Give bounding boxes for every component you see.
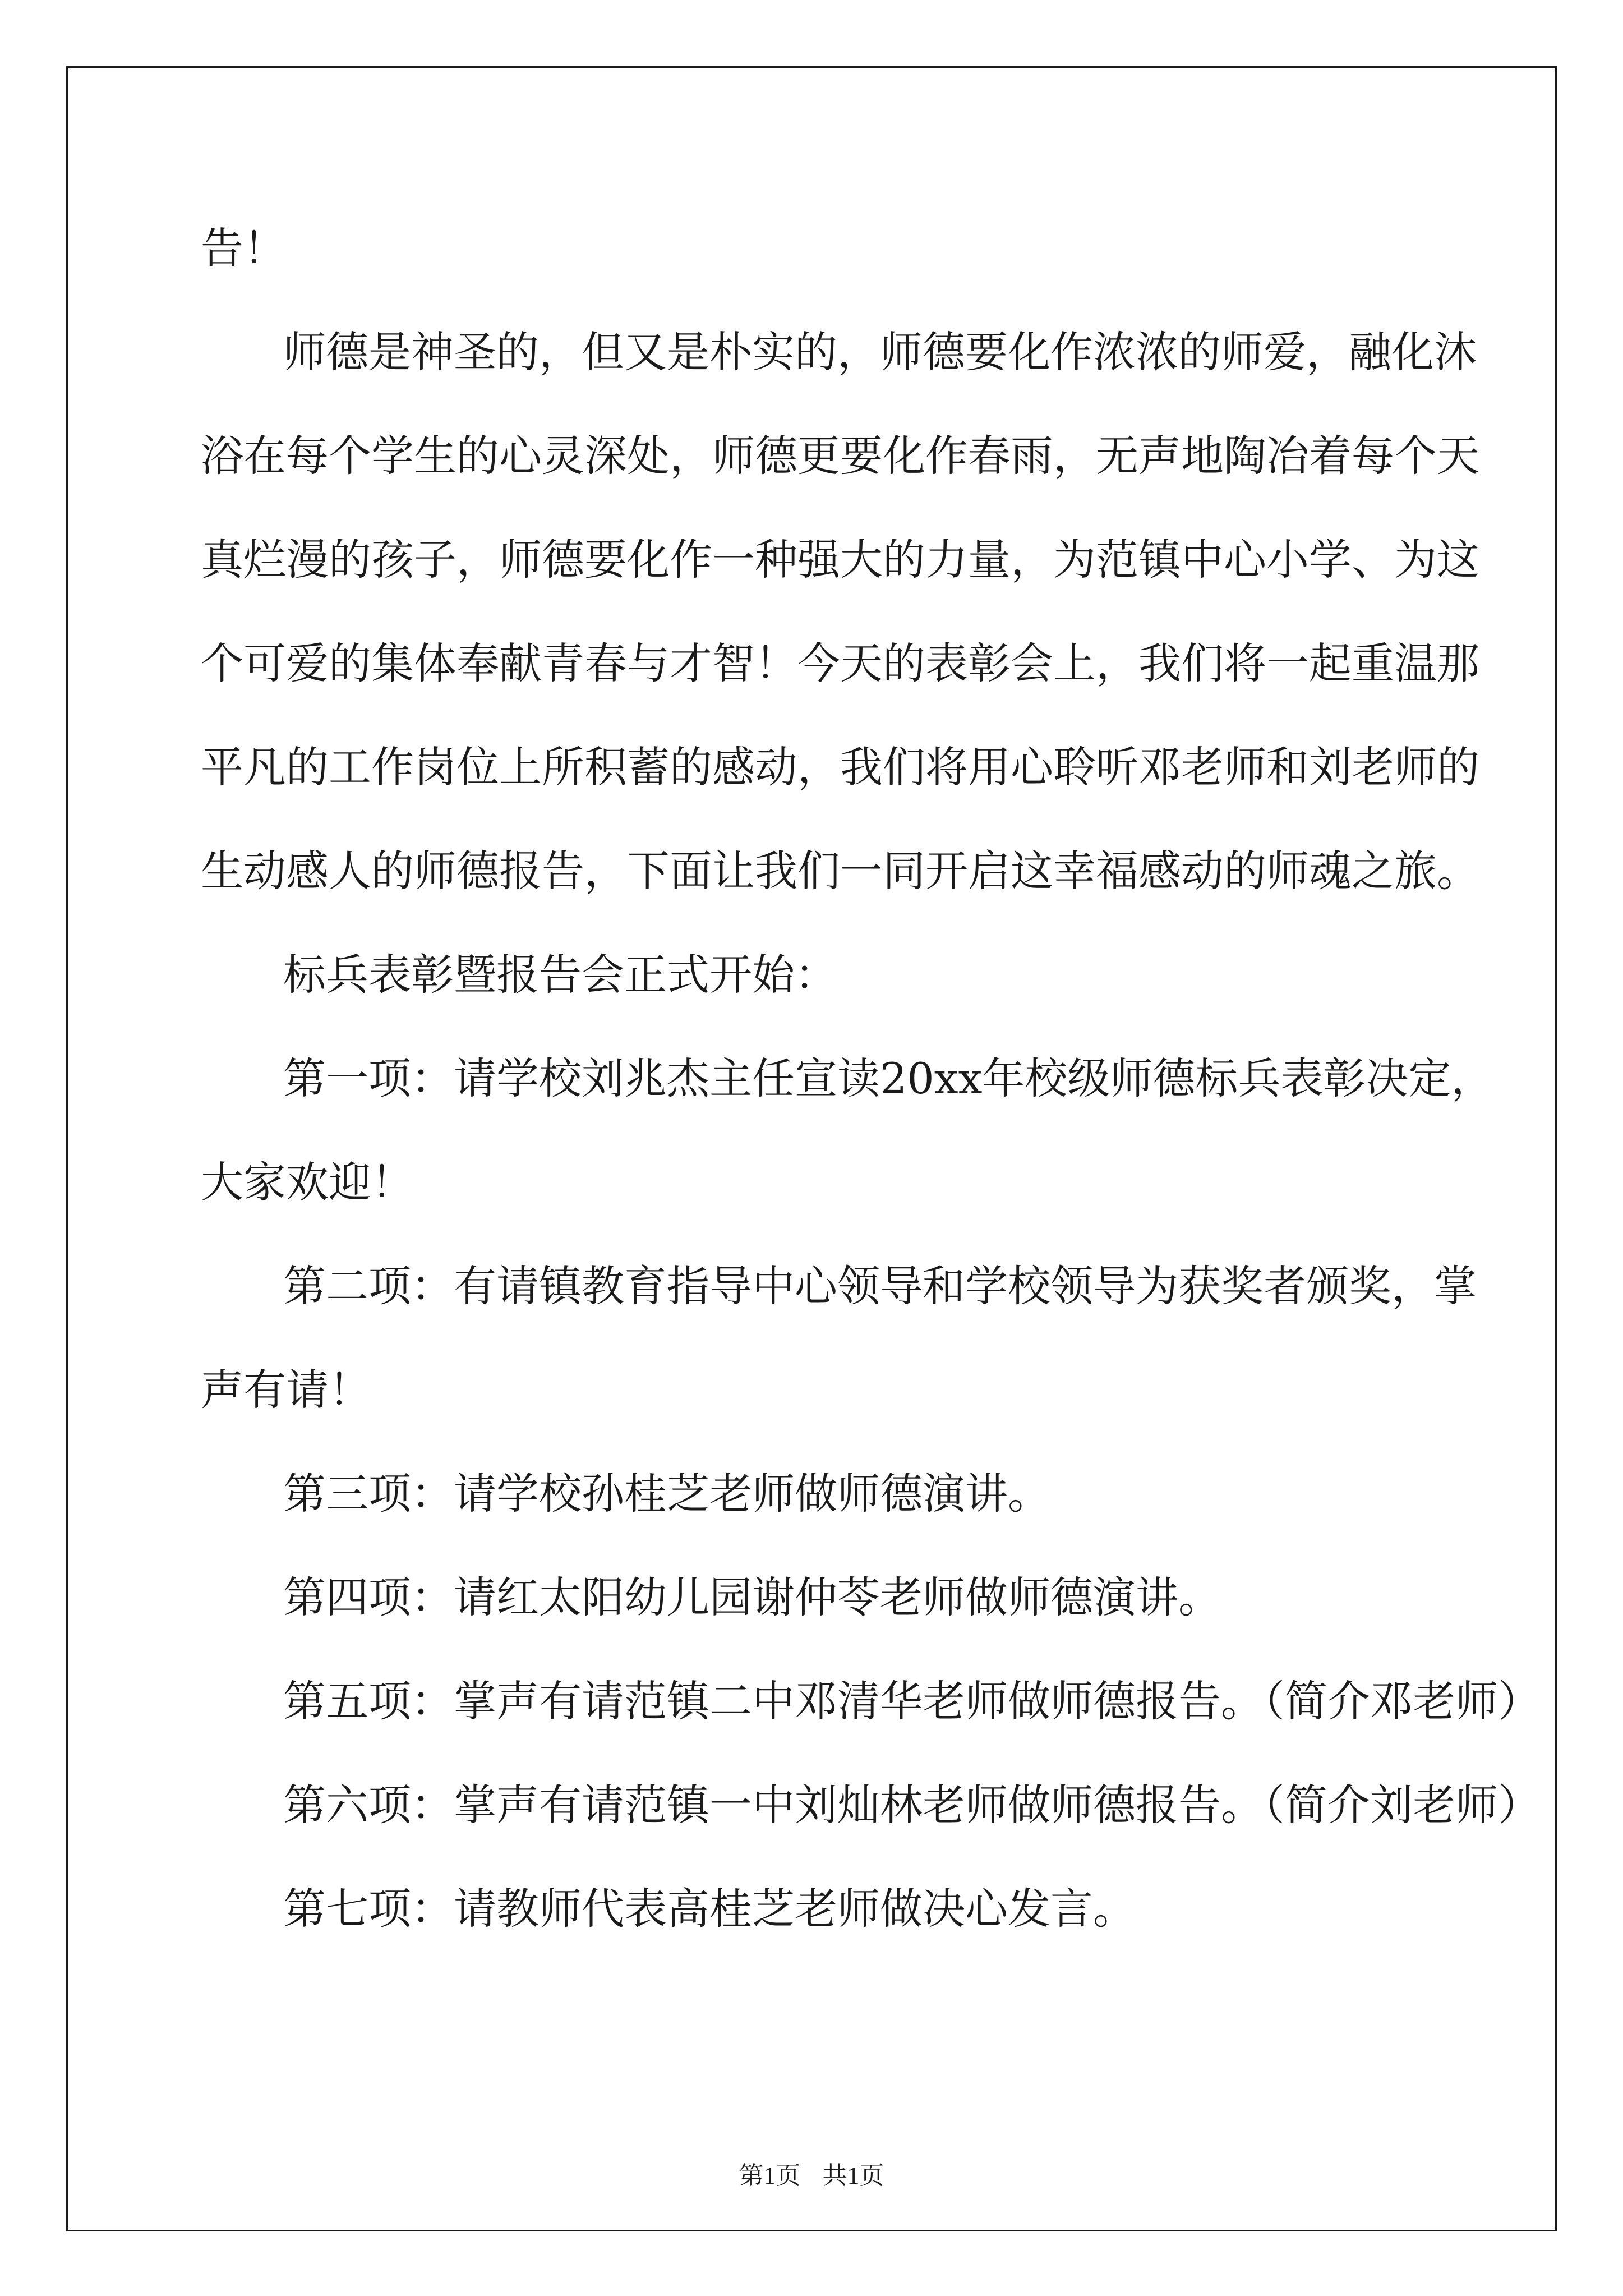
page-total: 共1页 [822, 2162, 884, 2189]
text-line: 师德是神圣的，但又是朴实的，师德要化作浓浓的师爱，融化沐 [283, 327, 1477, 377]
text-line: 第二项：有请镇教育指导中心领导和学校领导为获奖者颁奖，掌 [283, 1261, 1477, 1311]
text-line: 告！ [201, 223, 286, 273]
text-line: 浴在每个学生的心灵深处，师德更要化作春雨，无声地陶冶着每个天 [201, 431, 1479, 481]
text-line: 第七项：请教师代表高桂芝老师做决心发言。 [283, 1884, 1136, 1934]
text-line: 声有请！ [201, 1365, 371, 1415]
text-line: 标兵表彰暨报告会正式开始： [283, 950, 837, 1000]
text-line: 生动感人的师德报告，下面让我们一同开启这幸福感动的师魂之旅。 [201, 846, 1479, 896]
text-line: 真烂漫的孩子，师德要化作一种强大的力量，为范镇中心小学、为这 [201, 535, 1479, 585]
page-footer [0, 2155, 1623, 2191]
text-line: 第六项：掌声有请范镇一中刘灿林老师做师德报告。（简介刘老师） [283, 1780, 1541, 1830]
text-line: 大家欢迎！ [201, 1157, 414, 1207]
text-line: 个可爱的集体奉献青春与才智！今天的表彰会上，我们将一起重温那 [201, 638, 1479, 688]
text-line: 平凡的工作岗位上所积蓄的感动，我们将用心聆听邓老师和刘老师的 [201, 742, 1479, 792]
text-line: 第四项：请红太阳幼儿园谢仲苓老师做师德演讲。 [283, 1572, 1221, 1622]
text-line: 第五项：掌声有请范镇二中邓清华老师做师德报告。（简介邓老师） [283, 1676, 1541, 1726]
text-line: 第三项：请学校孙桂芝老师做师德演讲。 [283, 1469, 1050, 1519]
page-number: 第1页 [739, 2162, 801, 2189]
text-line: 第一项：请学校刘兆杰主任宣读20xx年校级师德标兵表彰决定， [283, 1053, 1494, 1103]
